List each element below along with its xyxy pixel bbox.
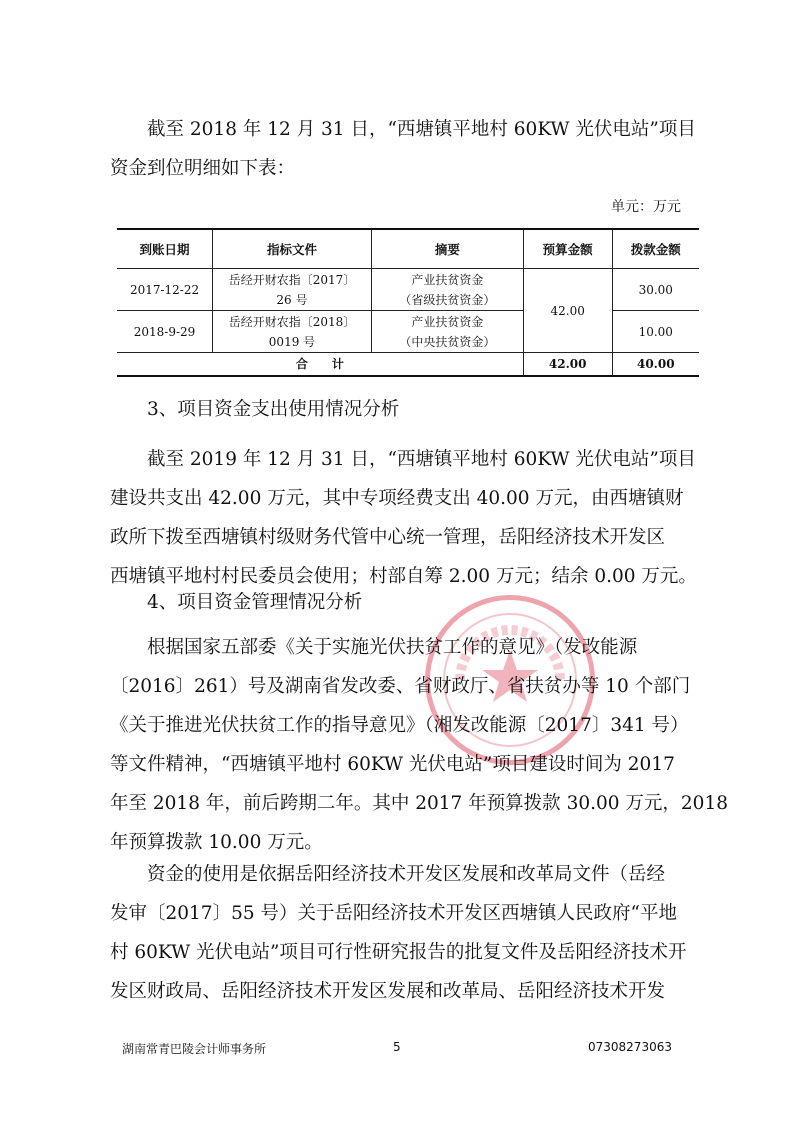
text-line: 截至 2019 年 12 月 31 日，“西塘镇平地村 60KW 光伏电站”项目: [147, 449, 696, 470]
cell-line: （省级扶贫资金）: [399, 292, 496, 307]
cell-line: 产业扶贫资金: [411, 314, 484, 329]
table-row: [117, 269, 699, 311]
table-header-row: [117, 229, 699, 269]
text-line: 年预算拨款 10.00 万元。: [110, 832, 323, 853]
text-line: 西塘镇平地村村民委员会使用；村部自筹 2.00 万元；结余 0.00 万元。: [110, 566, 697, 587]
section3-paragraph: [110, 440, 697, 596]
text-line: 〔2016〕261）号及湖南省发改委、省财政厅、省扶贫办等 10 个部门: [110, 676, 691, 697]
cell-line: 0019 号: [268, 334, 316, 349]
cell-budget: 42.00: [523, 269, 612, 353]
intro-paragraph: [110, 110, 696, 188]
section4-paragraph-1: [110, 628, 728, 862]
table-total-row: [117, 353, 699, 377]
text-line: 发审〔2017〕55 号）关于岳阳经济技术开发区西塘镇人民政府“平地: [110, 903, 677, 924]
cell-allocated: 10.00: [612, 311, 699, 353]
footer-firm-name: 湖南常青巴陵会计师事务所: [122, 1042, 267, 1056]
total-budget: 42.00: [523, 353, 612, 377]
text-line: 资金的使用是依据岳阳经济技术开发区发展和改革局文件（岳经: [147, 864, 666, 885]
cell-line: 26 号: [276, 292, 308, 307]
cell-line: （中央扶贫资金）: [399, 334, 496, 349]
text-line: 政所下拨至西塘镇村级财务代管中心统一管理，岳阳经济技术开发区: [110, 527, 666, 548]
cell-line: 产业扶贫资金: [411, 272, 484, 287]
text-line: 等文件精神，“西塘镇平地村 60KW 光伏电站”项目建设时间为 2017: [110, 754, 675, 775]
text-line: 《关于推进光伏扶贫工作的指导意见》（湘发改能源〔2017〕341 号）: [110, 715, 689, 736]
cell-allocated: 30.00: [612, 269, 699, 311]
column-header: 摘要: [371, 229, 523, 269]
footer-page-number: 5: [393, 1040, 401, 1054]
column-header: 到账日期: [117, 229, 213, 269]
text-line: 建设共支出 42.00 万元，其中专项经费支出 40.00 万元，由西塘镇财: [110, 488, 684, 509]
section-heading-3: 3、项目资金支出使用情况分析: [147, 399, 400, 420]
total-label: 合 计: [117, 353, 523, 377]
text-line: 根据国家五部委《关于实施光伏扶贫工作的意见》（发改能源: [147, 637, 638, 658]
section-heading-4: 4、项目资金管理情况分析: [147, 592, 363, 613]
cell-line: 岳经开财农指〔2018〕: [228, 314, 356, 329]
cell-document: [213, 269, 372, 311]
text-line: 资金到位明细如下表：: [110, 158, 296, 179]
cell-line: 岳经开财农指〔2017〕: [228, 272, 356, 287]
cell-document: [213, 311, 372, 353]
text-line: 发区财政局、岳阳经济技术开发区发展和改革局、岳阳经济技术开发: [110, 981, 666, 1002]
column-header: 拨款金额: [612, 229, 699, 269]
section4-paragraph-2: [110, 855, 685, 1011]
text-line: 截至 2018 年 12 月 31 日，“西塘镇平地村 60KW 光伏电站”项目: [147, 119, 696, 140]
total-allocated: 40.00: [612, 353, 699, 377]
text-line: 年至 2018 年，前后跨期二年。其中 2017 年预算拨款 30.00 万元，2018: [110, 793, 728, 814]
cell-summary: [371, 269, 523, 311]
unit-label: 单元：万元: [611, 199, 681, 215]
column-header: 预算金额: [523, 229, 612, 269]
column-header: 指标文件: [213, 229, 372, 269]
fund-arrival-table: [117, 228, 699, 377]
cell-summary: [371, 311, 523, 353]
table-row: [117, 311, 699, 353]
text-line: 村 60KW 光伏电站”项目可行性研究报告的批复文件及岳阳经济技术开: [110, 942, 687, 963]
footer-phone: 07308273063: [588, 1040, 672, 1054]
cell-date: 2018-9-29: [117, 311, 213, 353]
cell-date: 2017-12-22: [117, 269, 213, 311]
